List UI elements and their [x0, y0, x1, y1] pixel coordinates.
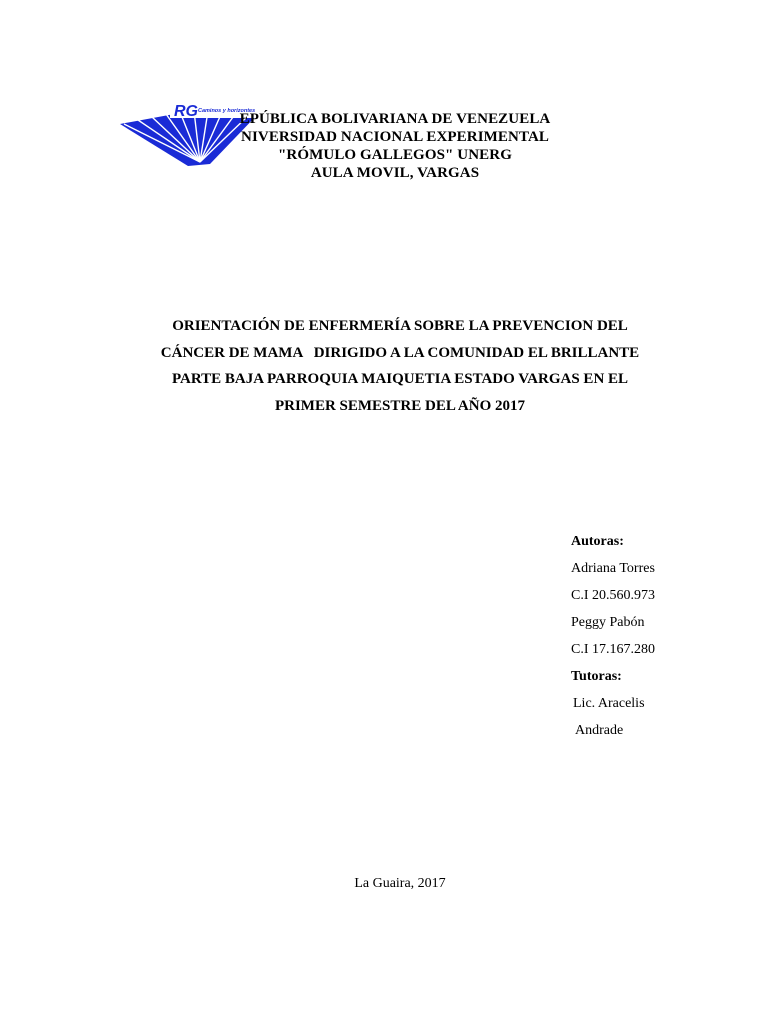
title-line-3: PARTE BAJA PARROQUIA MAIQUETIA ESTADO VARGAS EN EL — [171, 371, 629, 387]
logo-tagline: Caminos y horizontes — [198, 108, 256, 114]
document-title — [90, 313, 710, 419]
header-line-republic: EPÚBLICA BOLIVARIANA DE VENEZUELA — [239, 111, 551, 127]
author-2-name: Peggy Pabón — [571, 615, 645, 630]
place-date: La Guaira, 2017 — [354, 876, 446, 891]
tutor-name-line-1: Lic. Aracelis — [573, 696, 645, 711]
title-line-4: PRIMER SEMESTRE DEL AÑO 2017 — [274, 397, 526, 414]
author-2-id: C.I 17.167.280 — [571, 642, 655, 657]
title-line-2: CÁNCER DE MAMA DIRIGIDO A LA COMUNIDAD EL BRILLANTE — [160, 344, 640, 361]
header-line-campus: AULA MOVIL, VARGAS — [310, 165, 480, 181]
author-1-id: C.I 20.560.973 — [571, 588, 655, 603]
tutors-label: Tutoras: — [571, 669, 622, 684]
institution-header — [180, 110, 610, 182]
author-1-name: Adriana Torres — [571, 561, 655, 576]
tutor-name-line-2: Andrade — [575, 723, 624, 738]
logo-letters: RG — [174, 103, 198, 120]
authors-label: Autoras: — [571, 534, 624, 549]
title-line-1: ORIENTACIÓN DE ENFERMERÍA SOBRE LA PREVENCION DEL — [172, 318, 628, 334]
authors-block — [571, 528, 761, 744]
header-line-university: NIVERSIDAD NACIONAL EXPERIMENTAL — [241, 129, 549, 145]
header-line-romulo: "RÓMULO GALLEGOS" UNERG — [278, 147, 512, 163]
